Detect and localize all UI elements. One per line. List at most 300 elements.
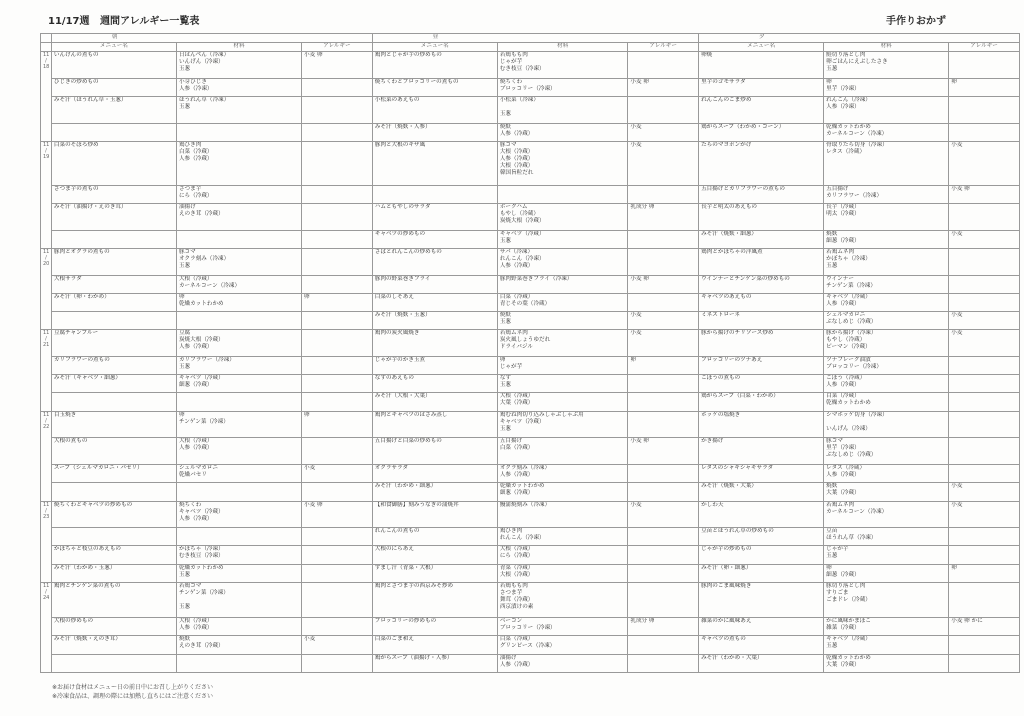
- dish-cell: たらのマヨポンがけ: [699, 141, 824, 185]
- ingredients-cell: [176, 411, 301, 438]
- ingredients-cell: [497, 52, 628, 79]
- ingredient-line: いんげん（冷凍）: [826, 425, 871, 432]
- table-row: [41, 564, 1020, 582]
- day-text: 22: [43, 423, 50, 430]
- allergens-cell: 小麦: [628, 141, 699, 185]
- ingredient-line: ぶなしめじ（冷蔵）: [826, 318, 877, 325]
- ingredient-line: 長芋（冷蔵）: [826, 203, 860, 210]
- allergens-cell: [628, 465, 699, 483]
- ingredient-line: 青菜（冷蔵）: [499, 564, 534, 571]
- allergens-cell: [949, 465, 1020, 483]
- ingredient-line: 卵: [178, 411, 185, 418]
- ingredient-line: 人参（冷凍）: [826, 103, 860, 110]
- ingredient-line: 鰻蒲焼刻み（冷凍）: [499, 501, 551, 508]
- ingredient-line: 細葱（冷蔵）: [178, 382, 213, 389]
- ingredient-line: かに風味かまぼこ: [826, 618, 871, 625]
- ingredient-line: にら（冷蔵）: [499, 553, 534, 560]
- ingredient-line: オクラ刻み（冷凍）: [178, 255, 230, 262]
- ingredients-cell: [824, 618, 949, 636]
- ingredient-line: 玉葱: [499, 425, 512, 432]
- ingredients-cell: [824, 123, 949, 141]
- ingredient-line: 大根（冷蔵）: [178, 275, 213, 282]
- allergens-cell: [302, 248, 373, 275]
- ingredient-line: レタス（冷蔵）: [826, 465, 866, 472]
- dish-cell: 大根サラダ: [51, 275, 176, 293]
- dish-cell: 鶏肉とチンゲン菜の煮もの: [51, 582, 176, 617]
- allergens-cell: [628, 393, 699, 411]
- allergens-cell: [949, 96, 1020, 123]
- ingredient-line: 炭火風しょうゆだれ: [499, 337, 551, 344]
- ingredient-line: 玉葱: [826, 66, 838, 72]
- dish-cell: [51, 393, 176, 411]
- ingredient-line: チンゲン菜（冷凍）: [178, 589, 229, 596]
- ingredient-line: 若鶏コマ: [178, 582, 202, 589]
- table-row: [41, 636, 1020, 654]
- ingredient-line: じゃが芋: [499, 363, 523, 370]
- allergens-cell: 小麦: [628, 311, 699, 329]
- ingredients-cell: [176, 654, 301, 672]
- ingredient-line: 人参（冷蔵）: [178, 515, 213, 522]
- ingredient-line: 豆腐: [178, 330, 191, 337]
- corner-cell: [41, 34, 52, 43]
- ingredients-cell: [176, 618, 301, 636]
- ingredient-line: 玉葱: [499, 110, 512, 117]
- dish-cell: ミネストローネ: [699, 311, 824, 329]
- ingredient-line: シェルマカロニ: [826, 311, 866, 318]
- allergens-cell: 小麦 卵: [302, 501, 373, 528]
- ingredient-line: [179, 597, 299, 604]
- ingredient-line: 玉葱: [178, 66, 191, 72]
- dish-cell: 鶏肉の炭火風焼き: [372, 330, 497, 357]
- allergens-cell: [628, 293, 699, 311]
- ingredient-line: 玉葱: [178, 363, 191, 370]
- ingredients-cell: [824, 528, 949, 546]
- ingredients-cell: [497, 185, 628, 203]
- dish-cell: 鶏肉とじゃが芋の炒めもの: [372, 52, 497, 79]
- dish-cell: みそ汁（卵・わかめ）: [51, 293, 176, 311]
- dish-cell: みそ汁（油揚げ・えのき茸）: [51, 203, 176, 230]
- ingredient-line: 卵ごはんにえぶしたさき: [826, 59, 888, 65]
- ingredient-line: ウインナー: [826, 275, 854, 282]
- ingredients-cell: [176, 636, 301, 654]
- allergens-cell: 小麦: [628, 330, 699, 357]
- allergens-cell: [949, 528, 1020, 546]
- ingredient-line: むき枝豆（冷凍）: [178, 553, 224, 560]
- ingredient-line: 乾燥カットわかめ: [826, 654, 871, 661]
- ingredients-cell: [824, 330, 949, 357]
- dish-cell: 五目揚げとカリフラワーの煮もの: [699, 185, 824, 203]
- ingredients-cell: [176, 393, 301, 411]
- allergens-cell: [628, 185, 699, 203]
- ingredient-line: 人参（冷蔵）: [499, 262, 534, 269]
- ingredient-line: さつま芋: [499, 589, 523, 596]
- ingredient-line: 若鶏もも肉: [499, 582, 528, 589]
- ingredient-line: シェルマカロニ: [178, 465, 218, 472]
- ingredients-cell: [176, 141, 301, 185]
- allergens-cell: [949, 293, 1020, 311]
- table-row: [41, 141, 1020, 185]
- day-text: 11: [43, 141, 50, 148]
- column-header: アレルギー: [949, 43, 1020, 52]
- ingredients-cell: [824, 654, 949, 672]
- allergens-cell: 小麦: [302, 465, 373, 483]
- ingredient-line: 豚コマ: [178, 248, 196, 255]
- ingredient-line: 細葱（冷蔵）: [826, 237, 860, 244]
- column-header: メニュー名: [51, 43, 176, 52]
- ingredients-cell: [824, 311, 949, 329]
- ingredients-cell: [824, 564, 949, 582]
- ingredient-line: 人参（冷蔵）: [178, 155, 213, 162]
- ingredient-line: シマホッケ切身（冷凍）: [826, 411, 888, 418]
- ingredients-cell: [176, 582, 301, 617]
- allergens-cell: [302, 618, 373, 636]
- ingredient-line: 白菜（冷蔵）: [499, 293, 534, 300]
- ingredients-cell: [497, 636, 628, 654]
- ingredients-cell: [497, 654, 628, 672]
- ingredients-cell: [176, 311, 301, 329]
- corner-cell: [41, 43, 52, 52]
- footer-notes: [52, 683, 213, 701]
- table-row: [41, 78, 1020, 96]
- allergens-cell: [628, 564, 699, 582]
- allergens-cell: [949, 356, 1020, 374]
- allergens-cell: 小麦 卵: [628, 275, 699, 293]
- ingredients-cell: [497, 438, 628, 465]
- day-text: 20: [43, 260, 50, 267]
- day-text: /: [45, 588, 47, 595]
- allergens-cell: [302, 78, 373, 96]
- ingredient-line: 大根（冷蔵）: [499, 148, 534, 155]
- ingredient-line: えのき茸（冷蔵）: [178, 643, 224, 650]
- ingredient-line: チンゲン菜（冷凍）: [826, 282, 876, 289]
- table-row: [41, 96, 1020, 123]
- meal-breakfast: 朝: [51, 34, 372, 43]
- ingredient-line: ほうれん草（冷凍）: [178, 96, 230, 103]
- dish-cell: ホッケの塩焼き: [699, 411, 824, 438]
- dish-cell: 豚肉と大根のキザ風: [372, 141, 497, 185]
- dish-cell: みそ汁（焼麩・玉葱）: [372, 311, 497, 329]
- ingredient-line: 若鶏もも肉: [499, 52, 528, 58]
- ingredient-line: かぼちゃ（冷凍）: [826, 255, 871, 262]
- column-header: 材料: [497, 43, 628, 52]
- dish-cell: 豆腐チャンプルー: [51, 330, 176, 357]
- ingredients-cell: [176, 330, 301, 357]
- ingredient-line: 炭焼大根（冷蔵）: [499, 217, 545, 224]
- ingredients-cell: [497, 375, 628, 393]
- allergens-cell: 小麦: [949, 230, 1020, 248]
- allergens-cell: [949, 393, 1020, 411]
- table-row: [41, 375, 1020, 393]
- dish-cell: みそ汁（わかめ・大葉）: [699, 654, 824, 672]
- ingredient-line: もやし（冷蔵）: [499, 210, 539, 217]
- allergens-cell: 小麦: [949, 483, 1020, 501]
- ingredient-line: 小芽ひじき: [178, 78, 207, 85]
- footer-note: ※冷凍食品は、調理の際には加熱し直ちにはご注意ください: [52, 693, 214, 700]
- ingredients-cell: [497, 393, 628, 411]
- allergens-cell: [302, 438, 373, 465]
- ingredient-line: 焼麩: [499, 123, 512, 130]
- ingredients-cell: [497, 293, 628, 311]
- column-header: メニュー名: [699, 43, 824, 52]
- day-label: [41, 582, 52, 672]
- ingredient-line: もやし（冷蔵）: [826, 337, 866, 344]
- dish-cell: みそ汁（焼麩・人参）: [372, 123, 497, 141]
- allergens-cell: 小麦: [949, 330, 1020, 357]
- allergens-cell: [628, 654, 699, 672]
- ingredients-cell: [824, 230, 949, 248]
- ingredients-cell: [824, 465, 949, 483]
- ingredient-line: じゃが芋: [499, 59, 523, 65]
- ingredient-line: 里芋（冷凍）: [826, 445, 860, 452]
- ingredient-line: なす: [499, 375, 512, 382]
- ingredient-line: ベーコン: [499, 618, 523, 625]
- ingredient-line: 細葱（冷蔵）: [499, 490, 534, 497]
- dish-cell: カリフラワーの煮もの: [51, 356, 176, 374]
- allergens-cell: [302, 564, 373, 582]
- ingredient-line: 玉葱: [178, 262, 191, 269]
- allergens-cell: 小麦: [949, 311, 1020, 329]
- ingredients-cell: [176, 185, 301, 203]
- ingredient-line: 豚切り落とし肉: [826, 582, 866, 589]
- dish-cell: [51, 123, 176, 141]
- ingredients-cell: [176, 123, 301, 141]
- ingredients-cell: [824, 393, 949, 411]
- allergens-cell: [949, 636, 1020, 654]
- dish-cell: さばとれんこんの炒めもの: [372, 248, 497, 275]
- dish-cell: かしわ天: [699, 501, 824, 528]
- ingredient-line: むき枝豆（冷凍）: [499, 66, 545, 72]
- ingredient-line: 卵: [826, 564, 832, 571]
- ingredient-line: 卵: [178, 293, 185, 300]
- allergens-cell: [302, 654, 373, 672]
- ingredients-cell: [824, 483, 949, 501]
- day-text: 21: [43, 342, 50, 349]
- ingredient-line: キャベツ（冷蔵）: [826, 293, 871, 300]
- ingredient-line: すりごま: [826, 589, 849, 596]
- dish-cell: なすのあえもの: [372, 375, 497, 393]
- dish-cell: 豚肉とオクラの煮もの: [51, 248, 176, 275]
- ingredient-line: ブロッコリー（冷凍）: [499, 85, 556, 92]
- column-header: 材料: [176, 43, 301, 52]
- ingredient-line: 油揚げ: [178, 203, 196, 210]
- ingredient-line: [826, 419, 946, 426]
- allergens-cell: 卵: [302, 293, 373, 311]
- ingredients-cell: [497, 230, 628, 248]
- ingredients-cell: [824, 411, 949, 438]
- ingredient-line: 焼ちくわ: [499, 78, 523, 85]
- ingredients-cell: [497, 564, 628, 582]
- ingredients-cell: [176, 275, 301, 293]
- ingredients-cell: [176, 52, 301, 79]
- dish-cell: みそ汁（ほうれん草・玉葱）: [51, 96, 176, 123]
- ingredient-line: 焼麩: [826, 483, 838, 490]
- allergens-cell: [302, 546, 373, 564]
- dish-cell: 豚肉のごま風味焼き: [699, 582, 824, 617]
- ingredients-cell: [824, 356, 949, 374]
- ingredient-line: [179, 393, 299, 400]
- page-title: 週間アレルギー一覧表: [100, 16, 200, 27]
- allergens-cell: [949, 203, 1020, 230]
- allergens-cell: [302, 185, 373, 203]
- dish-cell: みそ汁（大根・大葉）: [372, 393, 497, 411]
- ingredient-line: 大根（冷蔵）: [499, 393, 534, 400]
- allergens-cell: [628, 248, 699, 275]
- ingredient-line: 若鶏ムネ肉: [826, 248, 855, 255]
- allergens-cell: [302, 141, 373, 185]
- table-row: [41, 123, 1020, 141]
- ingredients-cell: [824, 203, 949, 230]
- table-row: [41, 546, 1020, 564]
- column-header: アレルギー: [302, 43, 373, 52]
- table-row: [41, 582, 1020, 617]
- ingredient-line: 人参（冷蔵）: [178, 344, 213, 351]
- allergens-cell: [949, 546, 1020, 564]
- ingredient-line: 日はんぺん（冷凍）: [178, 52, 230, 58]
- table-row: [41, 411, 1020, 438]
- ingredient-line: えのき茸（冷蔵）: [178, 210, 224, 217]
- dish-cell: オクラサラダ: [372, 465, 497, 483]
- allergens-cell: [628, 483, 699, 501]
- ingredient-line: [179, 483, 299, 490]
- dish-cell: 鶏肉とかぼちゃの洋風煮: [699, 248, 824, 275]
- ingredient-line: 大根（冷蔵）: [178, 618, 213, 625]
- ingredient-line: 明太（冷蔵）: [826, 210, 860, 217]
- dish-cell: [51, 528, 176, 546]
- table-row: [41, 230, 1020, 248]
- ingredient-line: [179, 312, 299, 319]
- day-text: 11: [43, 248, 50, 255]
- ingredient-line: レタス（冷蔵）: [826, 148, 866, 155]
- ingredient-line: 玉葱: [178, 603, 191, 610]
- day-text: 11: [43, 411, 50, 418]
- ingredients-cell: [497, 123, 628, 141]
- table-row: [41, 483, 1020, 501]
- ingredient-line: 人参（冷蔵）: [178, 445, 213, 452]
- allergens-cell: [302, 230, 373, 248]
- ingredient-line: かぼちゃ（冷凍）: [178, 546, 224, 553]
- ingredient-line: にら（冷蔵）: [178, 192, 213, 199]
- dish-cell: 焼ちくわとブロッコリーの煮もの: [372, 78, 497, 96]
- day-text: 19: [43, 153, 50, 160]
- ingredient-line: 人参（冷蔵）: [499, 661, 534, 668]
- week-date: 11/17週: [48, 16, 90, 27]
- dish-cell: 大根のにらあえ: [372, 546, 497, 564]
- day-text: 11: [43, 582, 50, 589]
- ingredient-line: 玉葱: [499, 382, 512, 389]
- dish-cell: 豚肉の野菜巻きフライ: [372, 275, 497, 293]
- day-text: 11: [43, 52, 50, 58]
- dish-cell: 里芋のゴモサラダ: [699, 78, 824, 96]
- ingredient-line: 乾燥カットわかめ: [826, 123, 871, 130]
- dish-cell: 小松菜のあえもの: [372, 96, 497, 123]
- table-row: [41, 248, 1020, 275]
- ingredient-line: ピーマン（冷蔵）: [826, 344, 871, 351]
- meal-dinner: 夕: [699, 34, 1020, 43]
- allergens-cell: [302, 375, 373, 393]
- ingredient-line: 卵: [499, 356, 506, 363]
- table-row: [41, 618, 1020, 636]
- dish-cell: 大根の炒めもの: [51, 618, 176, 636]
- dish-cell: 目玉焼き: [51, 411, 176, 438]
- ingredients-cell: [824, 501, 949, 528]
- allergens-cell: 小麦 卵 かに: [949, 618, 1020, 636]
- allergens-cell: 小麦 卵: [302, 52, 373, 79]
- dish-cell: 豚から揚げのチリソース炒め: [699, 330, 824, 357]
- ingredient-line: 五目揚げ: [826, 185, 849, 192]
- ingredient-line: れんこん（冷凍）: [826, 96, 871, 103]
- ingredient-line: 雑菜（冷蔵）: [826, 625, 860, 632]
- ingredient-line: 豚から揚げ（冷凍）: [826, 330, 877, 337]
- day-label: [41, 248, 52, 329]
- ingredients-cell: [497, 203, 628, 230]
- ingredient-line: 油揚げ: [499, 654, 517, 661]
- allergens-cell: [628, 230, 699, 248]
- ingredient-line: キャベツ（冷蔵）: [826, 636, 871, 643]
- dish-cell: キャベツの煮もの: [699, 636, 824, 654]
- table-row: [41, 330, 1020, 357]
- dish-cell: 【和食御膳】刻みうなぎの蒲焼丼: [372, 501, 497, 528]
- dish-cell: 卵焼: [699, 52, 824, 79]
- ingredient-line: [179, 231, 299, 238]
- ingredient-line: カーネルコーン（冷凍）: [826, 508, 888, 515]
- ingredient-line: 玉葱: [178, 103, 191, 110]
- ingredients-cell: [824, 185, 949, 203]
- ingredient-line: 若鶏ムネ肉: [826, 501, 855, 508]
- ingredient-line: れんこん（冷凍）: [499, 255, 545, 262]
- ingredient-line: 大根（冷蔵）: [499, 571, 534, 578]
- ingredient-line: 韓国旨粒だれ: [499, 169, 534, 176]
- day-text: /: [45, 417, 47, 424]
- ingredients-cell: [824, 438, 949, 465]
- dish-cell: みそ汁（わかめ・玉葱）: [51, 564, 176, 582]
- column-header: メニュー名: [372, 43, 497, 52]
- ingredient-line: 玉葱: [826, 553, 838, 560]
- ingredient-line: カーネルコーン（冷凍）: [178, 282, 241, 289]
- ingredient-line: 西京漬けの素: [499, 603, 534, 610]
- ingredients-cell: [497, 356, 628, 374]
- allergens-cell: [302, 330, 373, 357]
- ingredient-line: 豚コマ: [499, 141, 517, 148]
- ingredient-line: キャベツ（冷蔵）: [178, 508, 224, 515]
- ingredient-line: 焼麩: [826, 230, 838, 237]
- ingredient-line: ほうれん草（冷凍）: [826, 535, 877, 542]
- ingredients-cell: [497, 96, 628, 123]
- table-row: [41, 185, 1020, 203]
- ingredient-line: 人参（冷蔵）: [178, 625, 213, 632]
- dish-cell: れんこんの煮もの: [372, 528, 497, 546]
- dish-cell: れんこんのごま炒め: [699, 96, 824, 123]
- dish-cell: スープ（シェルマカロニ・パセリ）: [51, 465, 176, 483]
- ingredient-line: [179, 528, 299, 535]
- ingredient-line: 大葉（冷蔵）: [826, 661, 860, 668]
- allergens-cell: 小麦: [302, 636, 373, 654]
- ingredients-cell: [497, 546, 628, 564]
- ingredient-line: サバ（冷凍）: [499, 248, 534, 255]
- dish-cell: キャベツの炒めもの: [372, 230, 497, 248]
- dish-cell: かぼちゃと枝豆のあえもの: [51, 546, 176, 564]
- ingredient-line: 玉葱: [178, 571, 191, 578]
- ingredient-line: 白菜（冷蔵）: [826, 393, 860, 400]
- ingredient-line: ボークハム: [499, 203, 528, 210]
- ingredient-line: 焼麩: [178, 636, 191, 643]
- allergens-cell: 小麦: [628, 123, 699, 141]
- ingredient-line: オクラ刻み（冷凍）: [499, 465, 551, 472]
- ingredients-cell: [497, 411, 628, 438]
- table-row: [41, 393, 1020, 411]
- ingredient-line: 人参（冷蔵）: [826, 472, 860, 479]
- table-row: [41, 501, 1020, 528]
- ingredients-cell: [176, 528, 301, 546]
